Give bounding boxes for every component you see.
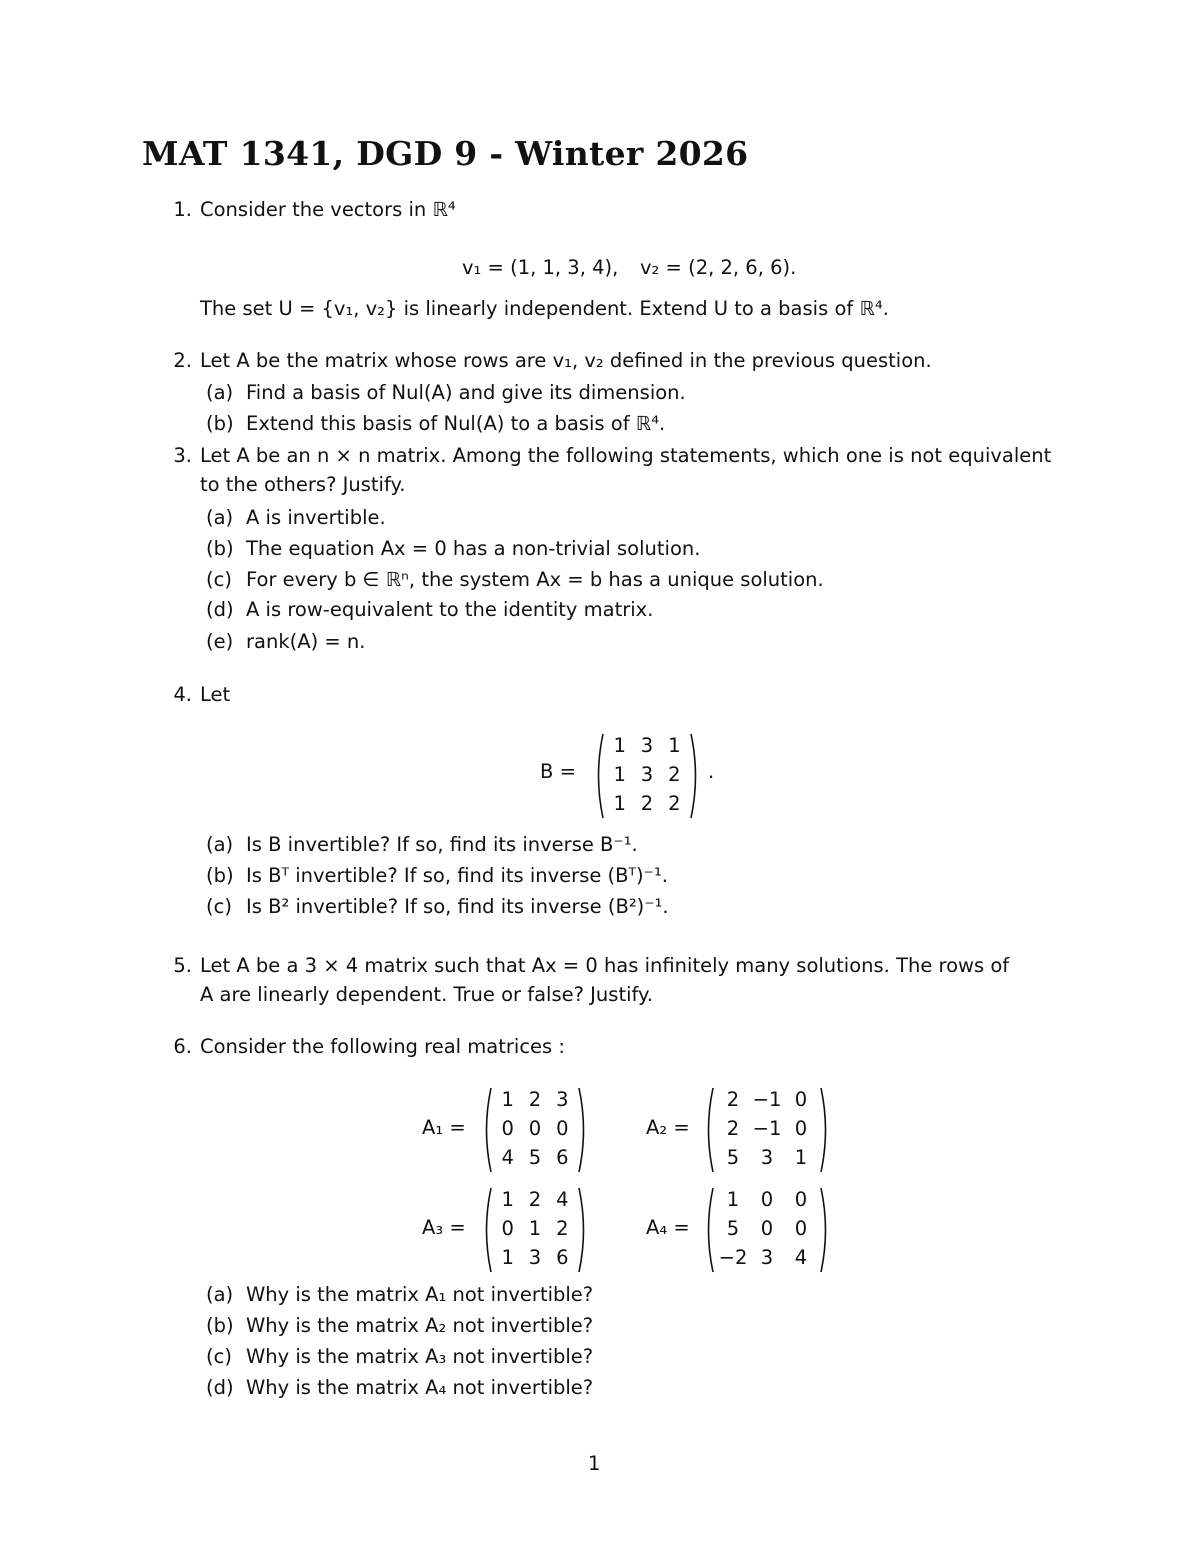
- matrix-entry: 3: [556, 1087, 569, 1111]
- matrix-entry: 0: [528, 1117, 542, 1140]
- subquestion: [206, 566, 824, 594]
- matrix-entry: 2: [640, 792, 654, 816]
- right-paren: [576, 1186, 590, 1274]
- subquestion-text: For every b ∈ ℝⁿ, the system Ax = b has a unique solution.: [246, 568, 824, 591]
- matrix-entry: 0: [760, 1217, 774, 1240]
- matrix-a4: [702, 1186, 832, 1274]
- matrix-entry: 1: [613, 733, 626, 757]
- subquestion-text: Find a basis of Nul(A) and give its dimension.: [246, 381, 686, 404]
- matrix-entry: 0: [501, 1117, 514, 1140]
- subquestion-text: Is B invertible? If so, find its inverse B⁻¹.: [246, 833, 638, 856]
- subquestion: [206, 504, 386, 532]
- matrix-entry: 5: [726, 1217, 740, 1240]
- page-title: MAT 1341, DGD 9 - Winter 2026: [142, 134, 749, 173]
- matrix-entry: 2: [726, 1117, 740, 1140]
- subquestion-label: (b): [206, 864, 234, 887]
- matrix-entry: 4: [501, 1146, 514, 1170]
- question-text: Let: [200, 683, 231, 706]
- subquestion-label: (c): [206, 895, 232, 918]
- matrix-entry: 1: [528, 1217, 542, 1240]
- matrix-entry: 2: [528, 1187, 542, 1211]
- matrix-entry: 0: [794, 1217, 808, 1240]
- subquestion-label: (c): [206, 568, 232, 591]
- subquestion-label: (c): [206, 1345, 232, 1368]
- matrix-entry: 6: [556, 1146, 569, 1170]
- subquestion: [206, 596, 653, 624]
- question-text: Let A be a 3 × 4 matrix such that Ax = 0 has infinitely many solutions. The rows of: [200, 954, 1010, 977]
- subquestion-label: (b): [206, 537, 234, 560]
- matrix-entry: 4: [794, 1246, 808, 1270]
- subquestion-text: Why is the matrix A₄ not invertible?: [246, 1376, 594, 1399]
- matrix-entry: −1: [752, 1117, 782, 1140]
- question-text: Consider the vectors in ℝ⁴: [200, 198, 456, 221]
- matrix-entry: 0: [794, 1117, 808, 1140]
- matrix-a3: [480, 1186, 590, 1274]
- question-text: Let A be the matrix whose rows are v₁, v₂ defined in the previous question.: [200, 349, 932, 372]
- subquestion: [206, 379, 686, 407]
- subquestion-text: Why is the matrix A₁ not invertible?: [246, 1283, 594, 1306]
- subquestion-text: A is invertible.: [246, 506, 386, 529]
- question-number: 5.: [173, 954, 192, 977]
- subquestion-text: A is row-equivalent to the identity matrix.: [246, 598, 654, 621]
- subquestion: [206, 535, 700, 563]
- subquestion: [206, 1343, 593, 1371]
- matrix-a2: [702, 1086, 832, 1174]
- matrix-entry: 1: [501, 1187, 514, 1211]
- matrix-b-label: B =: [540, 760, 576, 783]
- subquestion-label: (a): [206, 381, 234, 404]
- matrix-entry: 6: [556, 1246, 569, 1270]
- question-text: Consider the following real matrices :: [200, 1035, 565, 1058]
- question-text: The set U = {v₁, v₂} is linearly independent. Extend U to a basis of ℝ⁴.: [200, 297, 889, 320]
- right-paren: [818, 1186, 832, 1274]
- subquestion-text: Is Bᵀ invertible? If so, find its inverse (Bᵀ)⁻¹.: [246, 864, 668, 887]
- subquestion-text: Is B² invertible? If so, find its inverse (B²)⁻¹.: [246, 895, 669, 918]
- matrix-entry: 3: [760, 1146, 774, 1170]
- matrix-a1-label: A₁ =: [422, 1116, 466, 1139]
- matrix-entry: 2: [668, 792, 681, 816]
- subquestion-label: (d): [206, 1376, 234, 1399]
- question-number: 1.: [173, 198, 192, 221]
- matrix-entry: −1: [752, 1087, 782, 1111]
- matrix-entry: 5: [528, 1146, 542, 1170]
- matrix-entry: 1: [501, 1087, 514, 1111]
- matrix-entry: 1: [613, 792, 626, 816]
- subquestion-text: The equation Ax = 0 has a non-trivial solution.: [246, 537, 701, 560]
- subquestion-label: (b): [206, 412, 234, 435]
- subquestion-label: (a): [206, 506, 234, 529]
- subquestion-text: Why is the matrix A₂ not invertible?: [246, 1314, 594, 1337]
- subquestion-label: (d): [206, 598, 234, 621]
- subquestion: [206, 831, 638, 859]
- matrix-entry: −2: [718, 1246, 748, 1270]
- page-number: 1: [588, 1452, 601, 1475]
- matrix-entry: 4: [556, 1187, 569, 1211]
- subquestion-text: Extend this basis of Nul(A) to a basis of ℝ⁴.: [246, 412, 666, 435]
- matrix-entry: 0: [794, 1187, 808, 1211]
- subquestion: [206, 410, 665, 438]
- matrix-entry: 1: [726, 1187, 740, 1211]
- matrix-a3-label: A₃ =: [422, 1216, 466, 1239]
- matrix-a4-label: A₄ =: [646, 1216, 690, 1239]
- question-text: A are linearly dependent. True or false? Justify.: [200, 983, 653, 1006]
- matrix-entry: 2: [556, 1217, 569, 1240]
- matrix-entry: 0: [556, 1117, 569, 1140]
- matrix-entry: 0: [794, 1087, 808, 1111]
- matrix-entry: 2: [528, 1087, 542, 1111]
- subquestion-label: (a): [206, 1283, 234, 1306]
- right-paren: [688, 732, 702, 820]
- question-number: 3.: [173, 444, 192, 467]
- right-paren: [818, 1086, 832, 1174]
- matrix-entry: 1: [668, 733, 681, 757]
- matrix-b: [592, 732, 702, 820]
- matrix-entry: 2: [726, 1087, 740, 1111]
- matrix-entry: 0: [501, 1217, 514, 1240]
- subquestion: [206, 1374, 593, 1402]
- matrix-entry: 3: [640, 763, 654, 786]
- matrix-entry: 3: [528, 1246, 542, 1270]
- matrix-a1: [480, 1086, 590, 1174]
- subquestion: [206, 1281, 593, 1309]
- left-paren: [702, 1086, 716, 1174]
- subquestion: [206, 862, 668, 890]
- question-number: 6.: [173, 1035, 192, 1058]
- subquestion-text: Why is the matrix A₃ not invertible?: [246, 1345, 594, 1368]
- matrix-entry: 3: [640, 733, 654, 757]
- vector-v1: v₁ = (1, 1, 3, 4),: [462, 256, 619, 279]
- matrix-entry: 5: [726, 1146, 740, 1170]
- question-text: Let A be an n × n matrix. Among the following statements, which one is not equivalent: [200, 444, 1052, 467]
- matrix-a2-label: A₂ =: [646, 1116, 690, 1139]
- subquestion-label: (a): [206, 833, 234, 856]
- subquestion: [206, 893, 669, 921]
- matrix-entry: 1: [613, 763, 626, 786]
- subquestion: [206, 1312, 593, 1340]
- matrix-entry: 3: [760, 1246, 774, 1270]
- vector-v2: v₂ = (2, 2, 6, 6).: [640, 256, 797, 279]
- left-paren: [702, 1186, 716, 1274]
- question-text: to the others? Justify.: [200, 473, 406, 496]
- matrix-b-trailing-period: .: [708, 760, 715, 783]
- right-paren: [576, 1086, 590, 1174]
- matrix-entry: 0: [760, 1187, 774, 1211]
- question-number: 2.: [173, 349, 192, 372]
- subquestion-label: (b): [206, 1314, 234, 1337]
- matrix-entry: 1: [794, 1146, 808, 1170]
- matrix-entry: 2: [668, 763, 681, 786]
- subquestion-label: (e): [206, 630, 234, 653]
- subquestion-text: rank(A) = n.: [246, 630, 366, 653]
- matrix-entry: 1: [501, 1246, 514, 1270]
- subquestion: [206, 628, 365, 656]
- question-number: 4.: [173, 683, 192, 706]
